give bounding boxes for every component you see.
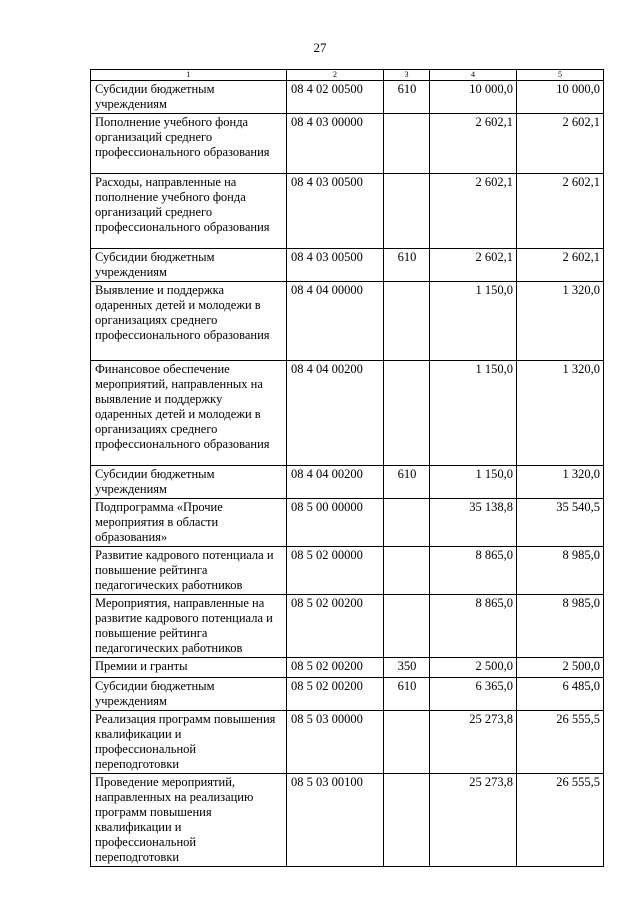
row-value-1-cell: 2 500,0: [430, 658, 517, 678]
row-code-cell: 08 4 03 00000: [287, 114, 384, 174]
table-row: [91, 547, 604, 595]
row-value-1-cell: 25 273,8: [430, 711, 517, 774]
table-row: [91, 114, 604, 174]
row-value-2-cell: 8 985,0: [517, 547, 604, 595]
row-name-cell: Субсидии бюджетным учреждениям: [91, 81, 287, 114]
row-expense-type-cell: [384, 361, 430, 466]
row-expense-type-cell: [384, 547, 430, 595]
row-value-1-cell: 35 138,8: [430, 499, 517, 547]
row-name-cell: Реализация программ повышения квалификации и профессиональной переподготовки: [91, 711, 287, 774]
row-value-1-cell: 8 865,0: [430, 595, 517, 658]
row-expense-type-cell: [384, 711, 430, 774]
row-name-cell: Проведение мероприятий, направленных на реализацию программ повышения квалификации и профессиональной переподготовки: [91, 774, 287, 867]
row-value-1-cell: 1 150,0: [430, 361, 517, 466]
row-code-cell: 08 4 04 00200: [287, 466, 384, 499]
row-expense-type-cell: [384, 174, 430, 249]
row-value-1-cell: 8 865,0: [430, 547, 517, 595]
row-value-2-cell: 26 555,5: [517, 774, 604, 867]
row-value-2-cell: 2 602,1: [517, 114, 604, 174]
table-row: [91, 658, 604, 678]
row-value-1-cell: 2 602,1: [430, 174, 517, 249]
column-header: 3: [384, 70, 430, 81]
row-value-1-cell: 6 365,0: [430, 678, 517, 711]
row-expense-type-cell: [384, 595, 430, 658]
row-value-2-cell: 26 555,5: [517, 711, 604, 774]
row-code-cell: 08 5 02 00200: [287, 658, 384, 678]
row-value-2-cell: 1 320,0: [517, 282, 604, 361]
row-value-1-cell: 1 150,0: [430, 282, 517, 361]
table-row: [91, 466, 604, 499]
table-row: [91, 81, 604, 114]
row-name-cell: Развитие кадрового потенциала и повышение рейтинга педагогических работников: [91, 547, 287, 595]
row-code-cell: 08 4 03 00500: [287, 174, 384, 249]
row-name-cell: Субсидии бюджетным учреждениям: [91, 466, 287, 499]
row-value-2-cell: 1 320,0: [517, 466, 604, 499]
column-header: 2: [287, 70, 384, 81]
row-name-cell: Расходы, направленные на пополнение учебного фонда организаций среднего профессионального образования: [91, 174, 287, 249]
row-name-cell: Подпрограмма «Прочие мероприятия в области образования»: [91, 499, 287, 547]
row-value-1-cell: 2 602,1: [430, 114, 517, 174]
row-expense-type-cell: [384, 282, 430, 361]
table-row: [91, 774, 604, 867]
table-header-row: [91, 70, 604, 81]
row-value-2-cell: 1 320,0: [517, 361, 604, 466]
table-row: [91, 711, 604, 774]
row-code-cell: 08 4 03 00500: [287, 249, 384, 282]
row-code-cell: 08 4 04 00000: [287, 282, 384, 361]
table-row: [91, 499, 604, 547]
row-value-2-cell: 2 602,1: [517, 174, 604, 249]
row-name-cell: Финансовое обеспечение мероприятий, направленных на выявление и поддержку одаренных детей и молодежи в организациях среднего профессионального образования: [91, 361, 287, 466]
row-value-2-cell: 8 985,0: [517, 595, 604, 658]
row-expense-type-cell: [384, 774, 430, 867]
row-value-2-cell: 35 540,5: [517, 499, 604, 547]
row-value-2-cell: 6 485,0: [517, 678, 604, 711]
column-header: 4: [430, 70, 517, 81]
row-expense-type-cell: 610: [384, 466, 430, 499]
row-code-cell: 08 5 02 00000: [287, 547, 384, 595]
table-row: [91, 249, 604, 282]
row-name-cell: Выявление и поддержка одаренных детей и молодежи в организациях среднего профессионального образования: [91, 282, 287, 361]
row-expense-type-cell: 350: [384, 658, 430, 678]
row-value-1-cell: 25 273,8: [430, 774, 517, 867]
table-row: [91, 595, 604, 658]
row-code-cell: 08 5 02 00200: [287, 678, 384, 711]
row-name-cell: Пополнение учебного фонда организаций среднего профессионального образования: [91, 114, 287, 174]
row-name-cell: Мероприятия, направленные на развитие кадрового потенциала и повышение рейтинга педагогических работников: [91, 595, 287, 658]
row-expense-type-cell: 610: [384, 81, 430, 114]
table-row: [91, 361, 604, 466]
row-value-1-cell: 2 602,1: [430, 249, 517, 282]
row-code-cell: 08 4 02 00500: [287, 81, 384, 114]
row-name-cell: Субсидии бюджетным учреждениям: [91, 249, 287, 282]
table-row: [91, 678, 604, 711]
row-code-cell: 08 4 04 00200: [287, 361, 384, 466]
table-row: [91, 174, 604, 249]
row-expense-type-cell: [384, 114, 430, 174]
row-name-cell: Субсидии бюджетным учреждениям: [91, 678, 287, 711]
column-header: 1: [91, 70, 287, 81]
row-value-2-cell: 2 500,0: [517, 658, 604, 678]
row-value-1-cell: 1 150,0: [430, 466, 517, 499]
row-value-1-cell: 10 000,0: [430, 81, 517, 114]
row-value-2-cell: 10 000,0: [517, 81, 604, 114]
row-code-cell: 08 5 03 00000: [287, 711, 384, 774]
row-code-cell: 08 5 03 00100: [287, 774, 384, 867]
row-code-cell: 08 5 02 00200: [287, 595, 384, 658]
table-row: [91, 282, 604, 361]
row-expense-type-cell: 610: [384, 249, 430, 282]
row-name-cell: Премии и гранты: [91, 658, 287, 678]
budget-table: [90, 69, 604, 867]
row-expense-type-cell: 610: [384, 678, 430, 711]
column-header: 5: [517, 70, 604, 81]
row-value-2-cell: 2 602,1: [517, 249, 604, 282]
page-number: 27: [313, 40, 327, 55]
row-code-cell: 08 5 00 00000: [287, 499, 384, 547]
row-expense-type-cell: [384, 499, 430, 547]
